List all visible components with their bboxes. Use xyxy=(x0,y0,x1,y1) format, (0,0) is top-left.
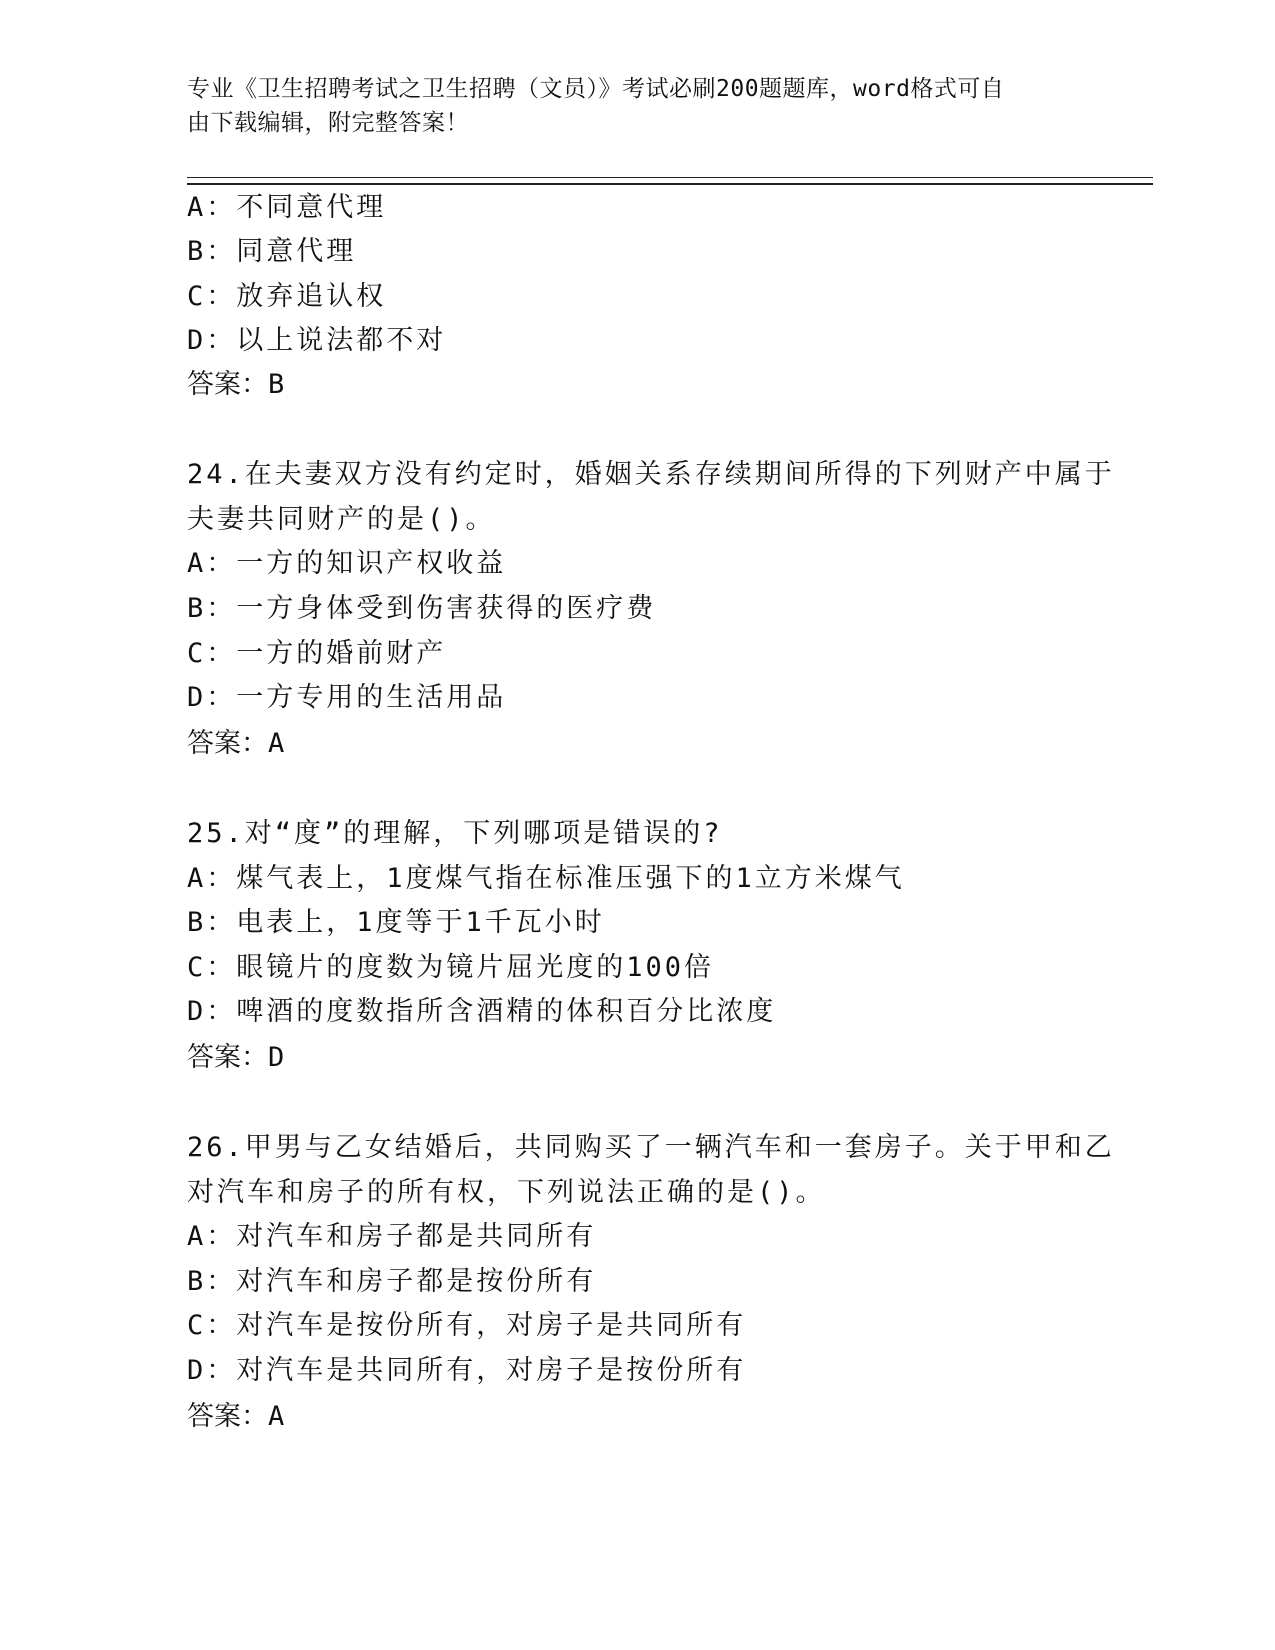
q24-stem-line-2: 夫妻共同财产的是()。 xyxy=(187,504,496,535)
q24-option-b: B：一方身体受到伤害获得的医疗费 xyxy=(187,593,657,624)
q23-option-d: D：以上说法都不对 xyxy=(187,325,447,356)
q25-option-b: B：电表上，1度等于1千瓦小时 xyxy=(187,907,605,938)
q26-option-d: D：对汽车是共同所有，对房子是按份所有 xyxy=(187,1355,747,1386)
q26-answer xyxy=(187,1399,284,1435)
q26-option-b: B：对汽车和房子都是按份所有 xyxy=(187,1266,597,1297)
q24-stem-line-1: 24.在夫妻双方没有约定时，婚姻关系存续期间所得的下列财产中属于 xyxy=(187,459,1115,490)
header-divider-thin xyxy=(187,177,1153,178)
answer-label: 答案： xyxy=(187,1401,268,1432)
q25-option-d: D：啤酒的度数指所含酒精的体积百分比浓度 xyxy=(187,996,777,1027)
header-divider-thick xyxy=(187,183,1153,185)
q26-option-c: C：对汽车是按份所有，对房子是共同所有 xyxy=(187,1310,747,1341)
q25-option-c: C：眼镜片的度数为镜片屈光度的100倍 xyxy=(187,952,715,983)
answer-label: 答案： xyxy=(187,369,268,400)
answer-label: 答案： xyxy=(187,1042,268,1073)
q24-option-a: A：一方的知识产权收益 xyxy=(187,548,507,579)
answer-label: 答案： xyxy=(187,728,268,759)
q24-option-d: D：一方专用的生活用品 xyxy=(187,682,507,713)
q26-option-a: A：对汽车和房子都是共同所有 xyxy=(187,1221,597,1252)
answer-letter: D xyxy=(268,1042,285,1073)
answer-letter: B xyxy=(268,369,285,400)
q26-stem-line-2: 对汽车和房子的所有权，下列说法正确的是()。 xyxy=(187,1177,826,1208)
q23-option-a: A：不同意代理 xyxy=(187,192,387,223)
q25-option-a: A：煤气表上，1度煤气指在标准压强下的1立方米煤气 xyxy=(187,863,905,894)
answer-letter: A xyxy=(268,1401,285,1432)
answer-letter: A xyxy=(268,728,285,759)
q24-answer xyxy=(187,726,284,762)
header-line-2: 由下载编辑，附完整答案！ xyxy=(187,110,469,136)
q23-option-c: C：放弃追认权 xyxy=(187,281,387,312)
q23-option-b: B：同意代理 xyxy=(187,236,357,267)
q24-option-c: C：一方的婚前财产 xyxy=(187,638,447,669)
header-line-1: 专业《卫生招聘考试之卫生招聘（文员）》考试必刷200题题库，word格式可自 xyxy=(187,76,1005,102)
q25-answer xyxy=(187,1040,284,1076)
q26-stem-line-1: 26.甲男与乙女结婚后，共同购买了一辆汽车和一套房子。关于甲和乙 xyxy=(187,1132,1115,1163)
document-header xyxy=(187,72,1087,140)
q23-answer xyxy=(187,367,284,403)
q25-stem-line-1: 25.对“度”的理解，下列哪项是错误的? xyxy=(187,818,723,849)
